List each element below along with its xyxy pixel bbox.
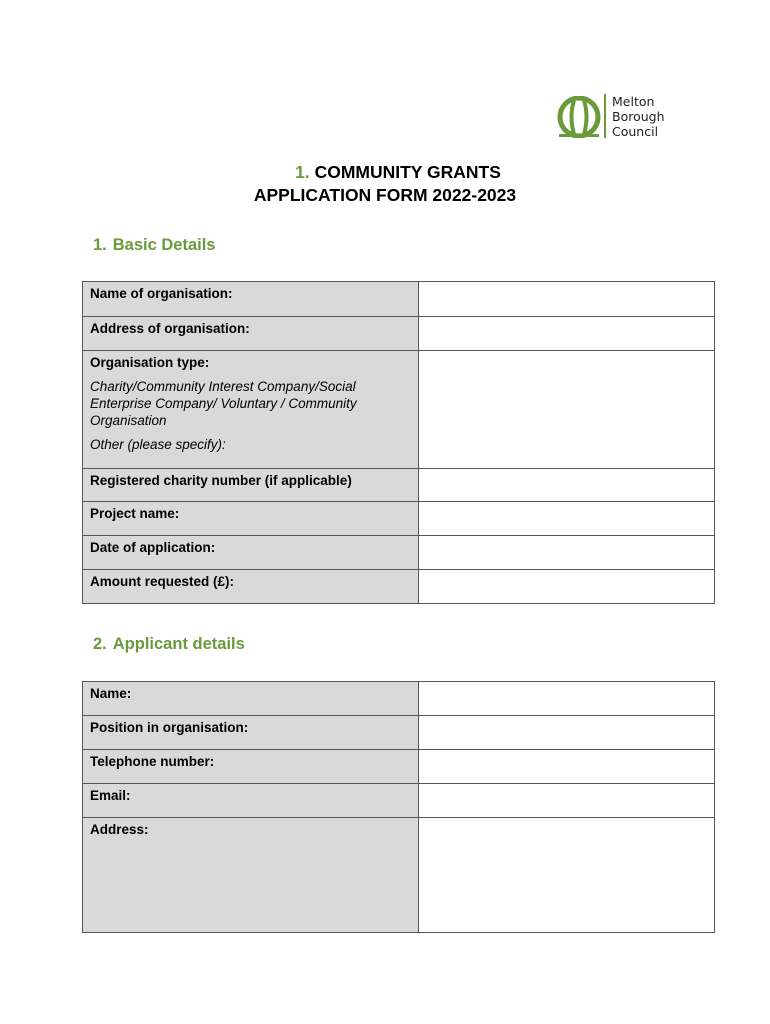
label-org-name: Name of organisation:: [83, 282, 419, 317]
melton-logo-icon: [557, 96, 601, 138]
section-heading-applicant: [93, 635, 245, 654]
label-org-type-cell: [83, 351, 419, 469]
label-org-type: Organisation type:: [90, 355, 210, 370]
field-address[interactable]: [419, 818, 715, 933]
section-number: 1.: [93, 236, 107, 254]
field-org-type[interactable]: [419, 351, 715, 469]
title-line-2: APPLICATION FORM 2022-2023: [253, 185, 517, 205]
field-email[interactable]: [419, 784, 715, 818]
section-title: Applicant details: [112, 635, 245, 653]
title-number: 1.: [295, 162, 310, 182]
label-date: Date of application:: [83, 536, 419, 570]
council-logo: [557, 94, 677, 140]
field-position[interactable]: [419, 716, 715, 750]
label-charity-number: Registered charity number (if applicable): [83, 469, 419, 502]
logo-divider: [604, 94, 606, 138]
field-name[interactable]: [419, 682, 715, 716]
section-heading-basic: [93, 236, 216, 255]
field-charity-number[interactable]: [419, 469, 715, 502]
title-line-1: COMMUNITY GRANTS: [314, 162, 501, 182]
logo-line: Borough: [612, 109, 665, 124]
field-date[interactable]: [419, 536, 715, 570]
section-title: Basic Details: [112, 236, 216, 254]
section-number: 2.: [93, 635, 107, 653]
label-org-address: Address of organisation:: [83, 317, 419, 351]
page-title: [0, 161, 770, 207]
logo-text: [612, 94, 665, 139]
field-telephone[interactable]: [419, 750, 715, 784]
applicant-details-table: [82, 681, 715, 933]
field-org-address[interactable]: [419, 317, 715, 351]
field-org-name[interactable]: [419, 282, 715, 317]
logo-line: Melton: [612, 94, 655, 109]
label-address: Address:: [83, 818, 419, 933]
basic-details-table: [82, 281, 715, 604]
label-amount: Amount requested (£):: [83, 570, 419, 604]
field-amount[interactable]: [419, 570, 715, 604]
label-position: Position in organisation:: [83, 716, 419, 750]
field-project-name[interactable]: [419, 502, 715, 536]
label-email: Email:: [83, 784, 419, 818]
org-type-other: Other (please specify):: [90, 437, 226, 452]
label-project-name: Project name:: [83, 502, 419, 536]
label-name: Name:: [83, 682, 419, 716]
org-type-options: Charity/Community Interest Company/Social Enterprise Company/ Voluntary / Community Organisation: [90, 379, 357, 428]
label-telephone: Telephone number:: [83, 750, 419, 784]
logo-line: Council: [612, 124, 659, 139]
